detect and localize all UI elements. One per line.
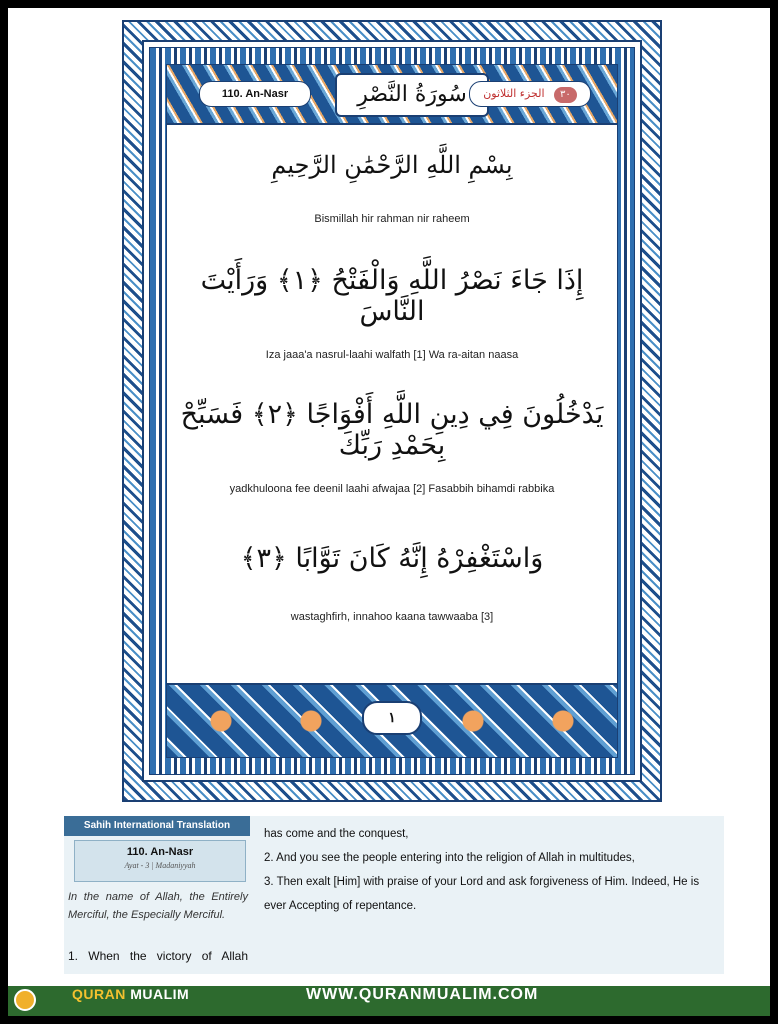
juz-label-text: الجزء الثلاثون <box>483 87 545 100</box>
surah-title-arabic: سُورَةُ النَّصْرِ <box>335 73 489 117</box>
surah-label: 110. An-Nasr <box>199 81 311 107</box>
surah-name: 110. An-Nasr <box>126 846 194 858</box>
mushaf-page <box>166 64 618 758</box>
page-number: ١ <box>362 701 422 735</box>
bismillah-translit: Bismillah hir rahman nir raheem <box>314 213 470 225</box>
mushaf-frame <box>122 20 662 802</box>
website-link[interactable]: WWW.QURANMUALIM.COM <box>306 986 539 1003</box>
brand-quran: QURAN <box>72 986 126 1002</box>
verse-line-translit: wastaghfirh, innahoo kaana tawwaaba [3] <box>290 611 494 623</box>
frame-border <box>142 40 642 782</box>
translation-intro: In the name of Allah, the Entirely Merciful, the Especially Merciful. <box>68 891 248 921</box>
bismillah-arabic: بِسْمِ اللَّهِ الرَّحْمَٰنِ الرَّحِيمِ <box>271 151 513 179</box>
surah-meta: Ayat - 3 | Madaniyyah <box>124 861 196 870</box>
translation-tab: Sahih International Translation <box>64 816 250 836</box>
brand-mualim: MUALIM <box>130 986 190 1002</box>
frame-inner-border <box>149 47 635 775</box>
surah-info-card <box>74 840 246 882</box>
translation-verse-3: 3. Then exalt [Him] with praise of your Lord and ask forgiveness of Him. Indeed, He is ever Accepting of repentance. <box>264 876 700 912</box>
verse-line-arabic: إِذَا جَاءَ نَصْرُ اللَّهِ وَالْفَتْحُ ﴿١﴾ وَرَأَيْتَ النَّاسَ <box>200 265 584 327</box>
verse-line-arabic: يَدْخُلُونَ فِي دِينِ اللَّهِ أَفْوَاجًا ﴿٢﴾ فَسَبِّحْ بِحَمْدِ رَبِّكَ <box>180 399 604 461</box>
ornamental-bottom-band <box>167 683 617 757</box>
translation-panel <box>64 816 724 974</box>
quran-mualim-logo-icon <box>14 989 36 1011</box>
footer-bar <box>8 986 770 1016</box>
juz-label <box>469 81 591 107</box>
translation-verse-1-end: has come and the conquest, <box>264 828 409 840</box>
juz-number: ٣٠ <box>554 87 577 103</box>
translation-verse-1-start: 1. When the victory of Allah <box>68 949 248 963</box>
footer-brand <box>72 986 189 1002</box>
surah-header <box>167 65 617 125</box>
verse-line-translit: yadkhuloona fee deenil laahi afwajaa [2] Fasabbih bihamdi rabbika <box>229 483 555 495</box>
translation-text <box>264 822 716 918</box>
verse-line-translit: Iza jaaa'a nasrul-laahi walfath [1] Wa ra-aitan naasa <box>265 349 519 361</box>
translation-verse-2: 2. And you see the people entering into the religion of Allah in multitudes, <box>264 852 635 864</box>
page <box>8 8 770 1016</box>
verse-line-arabic: وَاسْتَغْفِرْهُ إِنَّهُ كَانَ تَوَّابًا ﴿٣﴾ <box>240 543 544 574</box>
